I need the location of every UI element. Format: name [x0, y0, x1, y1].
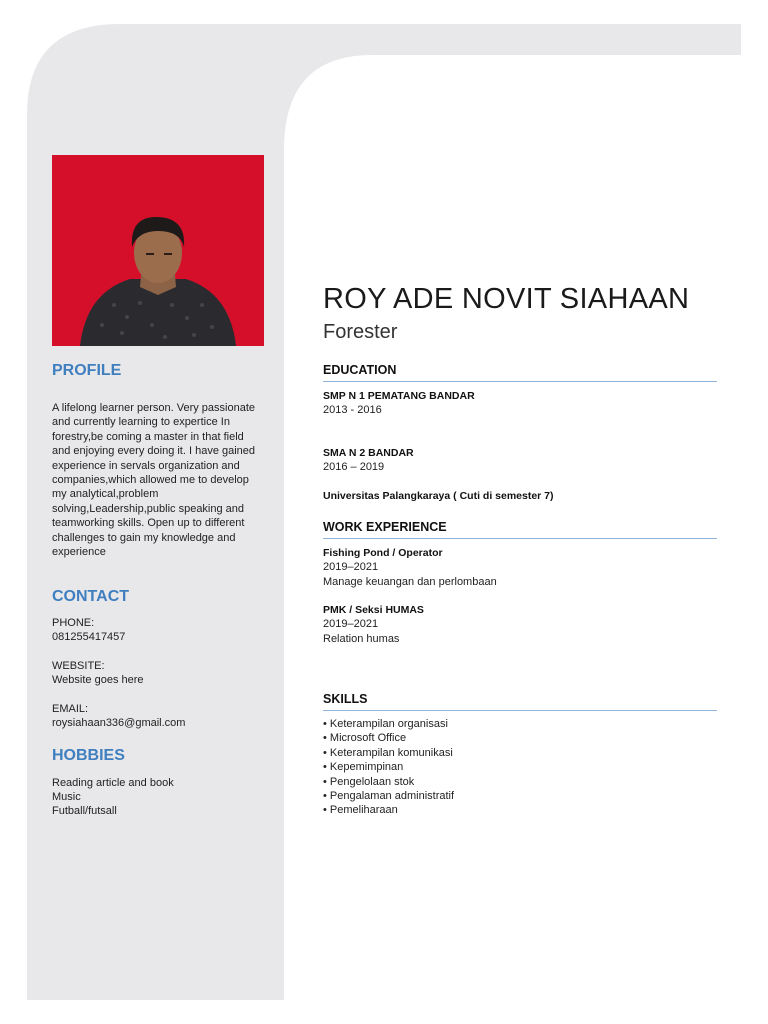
work-entry	[323, 603, 717, 646]
hobby-item: Music	[52, 791, 81, 803]
profile-text: A lifelong learner person. Very passionate and currently learning to expertice In forestry,be coming a master in that field and enjoying every doing it. I have gained experience in servals organization and companies,which allowed me to develop my analytical,problem solving,Leadership,public speaking and teamworking skills. Open up to different challenges to gain my knowledge and experience	[52, 402, 256, 559]
education-school: SMA N 2 BANDAR	[323, 447, 414, 459]
education-dates: 2016 – 2019	[323, 461, 385, 474]
education-school: Universitas Palangkaraya ( Cuti di semester 7)	[323, 490, 554, 502]
phone-label: PHONE:	[52, 617, 95, 629]
person-portrait-icon	[52, 155, 264, 346]
work-heading: WORK EXPERIENCE	[323, 520, 717, 539]
skill-item: • Keterampilan komunikasi	[323, 746, 453, 759]
profile-photo	[52, 155, 264, 346]
hobby-item: Futball/futsall	[52, 805, 117, 817]
hobbies-heading: HOBBIES	[52, 747, 125, 764]
education-dates: 2013 - 2016	[323, 404, 382, 417]
work-desc: Relation humas	[323, 632, 400, 645]
job-title: Forester	[323, 321, 398, 343]
skills-heading: SKILLS	[323, 692, 717, 711]
email-label: EMAIL:	[52, 703, 89, 715]
email-value: roysiahaan336@gmail.com	[52, 717, 186, 729]
work-title: PMK / Seksi HUMAS	[323, 604, 424, 616]
skill-item: • Pemeliharaan	[323, 804, 398, 817]
education-school: SMP N 1 PEMATANG BANDAR	[323, 390, 475, 402]
skill-item: • Microsoft Office	[323, 732, 407, 745]
work-entry	[323, 546, 717, 589]
phone-value: 081255417457	[52, 631, 126, 643]
education-entry	[323, 446, 717, 475]
education-entry	[323, 389, 717, 418]
work-desc: Manage keuangan dan perlombaan	[323, 575, 497, 588]
work-dates: 2019–2021	[323, 618, 379, 631]
hobby-item: Reading article and book	[52, 777, 174, 789]
skill-item: • Keterampilan organisasi	[323, 718, 448, 730]
full-name: ROY ADE NOVIT SIAHAAN	[323, 283, 690, 315]
contact-heading: CONTACT	[52, 588, 130, 605]
profile-heading: PROFILE	[52, 362, 122, 379]
skill-item: • Pengelolaan stok	[323, 775, 415, 788]
website-label: WEBSITE:	[52, 660, 105, 672]
education-heading: EDUCATION	[323, 363, 717, 382]
skills-list	[323, 717, 717, 818]
skill-item: • Kepemimpinan	[323, 761, 404, 774]
website-value: Website goes here	[52, 674, 144, 686]
work-title: Fishing Pond / Operator	[323, 547, 443, 559]
skill-item: • Pengalaman administratif	[323, 790, 455, 803]
education-entry	[323, 489, 717, 503]
work-dates: 2019–2021	[323, 561, 379, 574]
